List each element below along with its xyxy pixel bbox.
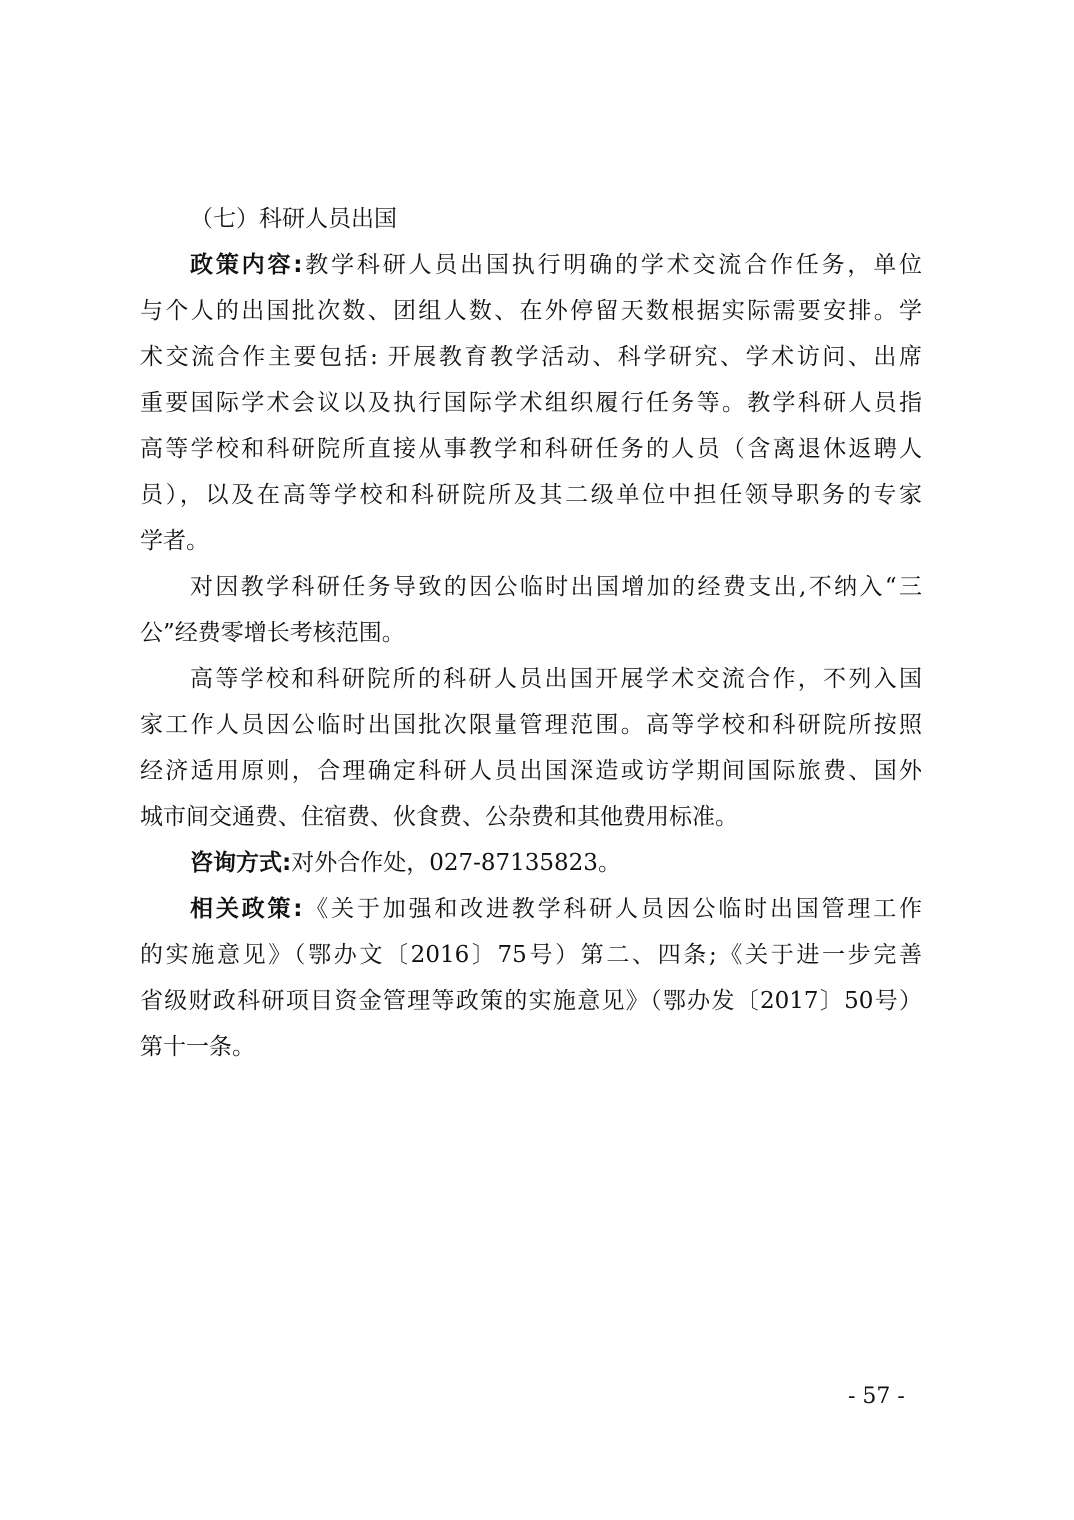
consult-line <box>140 840 922 886</box>
policy-content-line-2: 与个人的出国批次数、团组人数、在外停留天数根据实际需要安排。学 <box>140 298 922 324</box>
paragraph-2-line-2: 公”经费零增长考核范围。 <box>140 620 405 646</box>
section-heading-text: （七）科研人员出国 <box>190 206 397 232</box>
policy-content-line-4: 重要国际学术会议以及执行国际学术组织履行任务等。教学科研人员指 <box>140 390 922 416</box>
related-policy-line-3: 省级财政科研项目资金管理等政策的实施意见》（鄂办发〔2017〕50号） <box>140 988 922 1014</box>
document-body <box>140 196 922 1070</box>
related-policy-line-2: 的实施意见》（鄂办文〔2016〕75号）第二、四条;《关于进一步完善 <box>140 942 922 968</box>
related-policy-label: 相关政策: <box>190 896 303 922</box>
policy-content-label: 政策内容: <box>190 252 303 278</box>
policy-content-line-1 <box>140 242 922 288</box>
related-policy-text: 《关于加强和改进教学科研人员因公临时出国管理工作 <box>302 896 922 922</box>
consult-text: 对外合作处，027-87135823。 <box>291 850 621 876</box>
paragraph-3-line-4: 城市间交通费、住宿费、伙食费、公杂费和其他费用标准。 <box>140 804 738 830</box>
related-policy-line-1 <box>140 886 922 932</box>
consult-label: 咨询方式: <box>190 850 292 876</box>
section-heading <box>140 196 922 242</box>
paragraph-2-line-1: 对因教学科研任务导致的因公临时出国增加的经费支出,不纳入“三 <box>190 574 922 600</box>
policy-content-line-5: 高等学校和科研院所直接从事教学和科研任务的人员（含离退休返聘人 <box>140 436 922 462</box>
policy-content-line-6: 员），以及在高等学校和科研院所及其二级单位中担任领导职务的专家 <box>140 482 922 508</box>
paragraph-3-line-1: 高等学校和科研院所的科研人员出国开展学术交流合作，不列入国 <box>190 666 922 692</box>
page-number: - 57 - <box>848 1384 905 1409</box>
policy-content-line-3: 术交流合作主要包括: 开展教育教学活动、科学研究、学术访问、出席 <box>140 344 922 370</box>
paragraph-3-line-3: 经济适用原则，合理确定科研人员出国深造或访学期间国际旅费、国外 <box>140 758 922 784</box>
policy-content-line-7: 学者。 <box>140 528 209 554</box>
paragraph-3-line-2: 家工作人员因公临时出国批次限量管理范围。高等学校和科研院所按照 <box>140 712 922 738</box>
policy-content-text: 教学科研人员出国执行明确的学术交流合作任务，单位 <box>302 252 922 278</box>
related-policy-line-4: 第十一条。 <box>140 1034 255 1060</box>
